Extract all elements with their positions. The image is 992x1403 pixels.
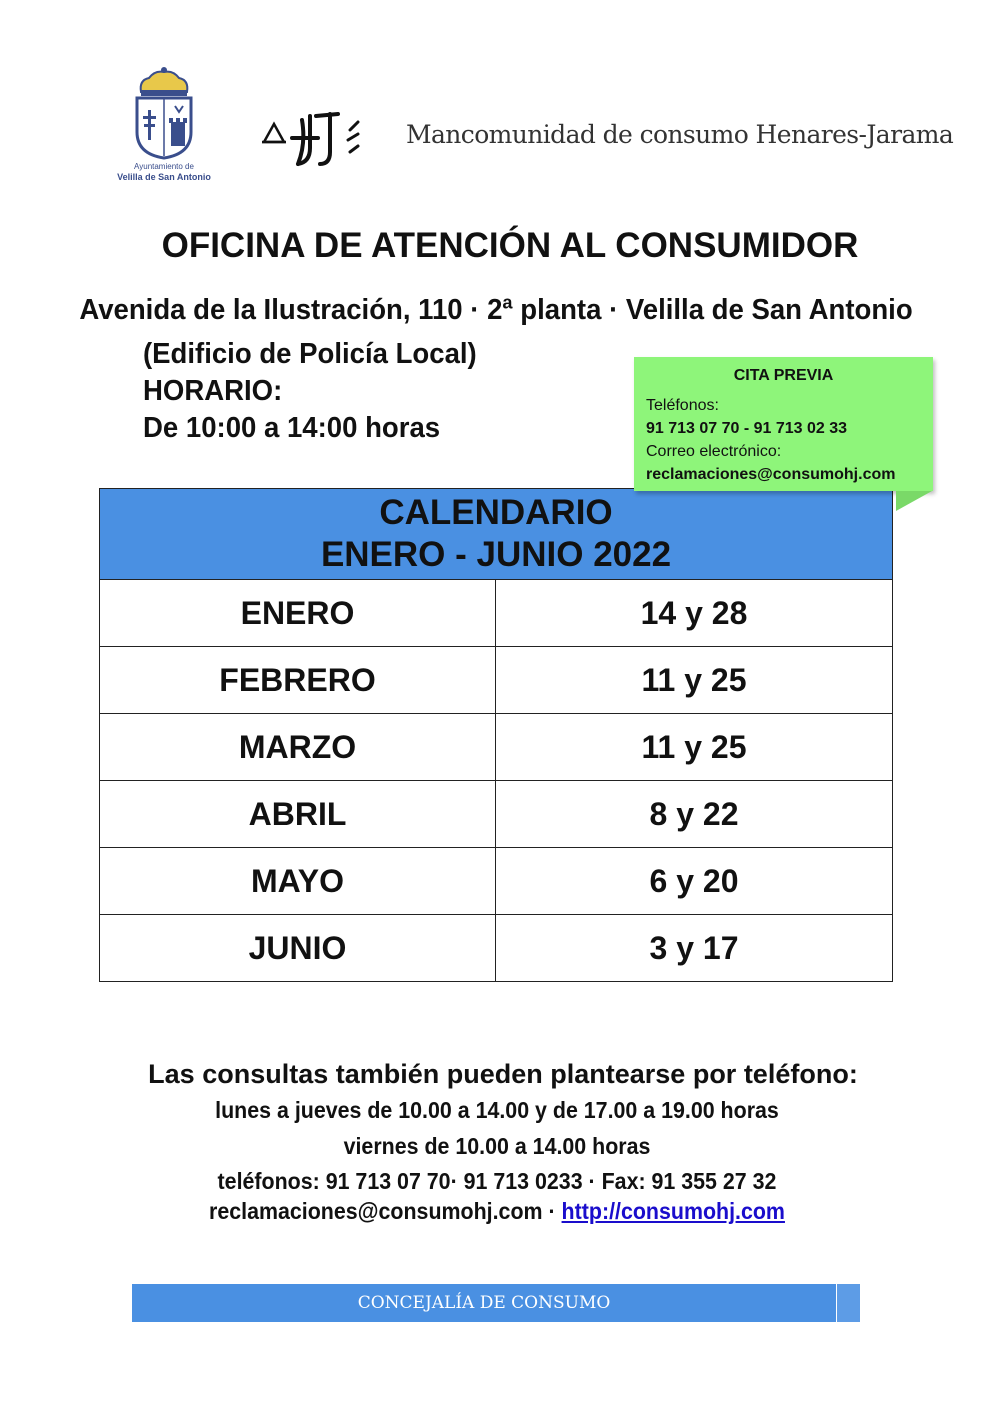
- table-row: [100, 580, 892, 647]
- hj-logo-icon: [258, 104, 368, 170]
- appointment-phones: 91 713 07 70 - 91 713 02 33: [646, 420, 848, 437]
- contact-email[interactable]: reclamaciones@consumohj.com: [209, 1198, 543, 1224]
- municipal-crest-logo: [108, 66, 220, 192]
- days-cell: 3 y 17: [649, 929, 739, 966]
- cita-previa-title: CITA PREVIA: [733, 367, 834, 384]
- table-row: [100, 781, 892, 848]
- days-cell: 6 y 20: [649, 862, 739, 899]
- appointment-email: reclamaciones@consumohj.com: [646, 466, 896, 483]
- crest-caption: Ayuntamiento de: [134, 162, 194, 171]
- office-address: Avenida de la Ilustración, 110 · 2ª planta · Velilla de San Antonio: [79, 294, 913, 326]
- table-row: [100, 915, 892, 981]
- crest-caption-town: Velilla de San Antonio: [117, 172, 211, 182]
- cita-previa-note: [634, 357, 933, 491]
- phones-label: Teléfonos:: [646, 397, 719, 414]
- days-cell: 11 y 25: [641, 728, 747, 765]
- calendar-title: CALENDARIO: [379, 493, 613, 532]
- schedule-label: HORARIO:: [143, 375, 283, 407]
- building-name: (Edificio de Policía Local): [143, 338, 477, 370]
- month-cell: JUNIO: [100, 915, 496, 981]
- schedule-value: De 10:00 a 14:00 horas: [143, 412, 441, 444]
- days-cell: 11 y 25: [641, 661, 747, 698]
- month-cell: ENERO: [100, 580, 496, 646]
- table-row: [100, 647, 892, 714]
- page-title: OFICINA DE ATENCIÓN AL CONSUMIDOR: [161, 226, 859, 265]
- calendar-table: [99, 488, 893, 982]
- hj-logo-mark: [258, 104, 368, 170]
- consultation-title: Las consultas también pueden plantearse por teléfono:: [148, 1059, 858, 1089]
- days-cell: 14 y 28: [640, 594, 748, 631]
- email-label: Correo electrónico:: [646, 443, 782, 460]
- month-cell: ABRIL: [100, 781, 496, 847]
- hours-weekdays: lunes a jueves de 10.00 a 14.00 y de 17.00 a 19.00 horas: [215, 1097, 779, 1123]
- note-fold-corner: [896, 491, 932, 511]
- contact-line: [35, 1198, 959, 1225]
- footer-bar: [132, 1284, 860, 1322]
- footer-bar-end: [836, 1284, 860, 1322]
- phones-fax: teléfonos: 91 713 07 70· 91 713 0233 · Fax: 91 355 27 32: [217, 1168, 777, 1194]
- footer-label: CONCEJALÍA DE CONSUMO: [357, 1293, 611, 1313]
- website-link[interactable]: http://consumohj.com: [561, 1198, 785, 1224]
- separator: ·: [542, 1198, 562, 1224]
- table-row: [100, 848, 892, 915]
- hours-friday: viernes de 10.00 a 14.00 horas: [343, 1133, 651, 1159]
- organization-name: Mancomunidad de consumo Henares-Jarama: [406, 120, 954, 149]
- crest-shield-icon: [131, 66, 197, 160]
- month-cell: FEBRERO: [100, 647, 496, 713]
- calendar-subtitle: ENERO - JUNIO 2022: [320, 535, 672, 574]
- month-cell: MAYO: [100, 848, 496, 914]
- days-cell: 8 y 22: [649, 795, 739, 832]
- month-cell: MARZO: [100, 714, 496, 780]
- calendar-header: [100, 489, 892, 580]
- table-row: [100, 714, 892, 781]
